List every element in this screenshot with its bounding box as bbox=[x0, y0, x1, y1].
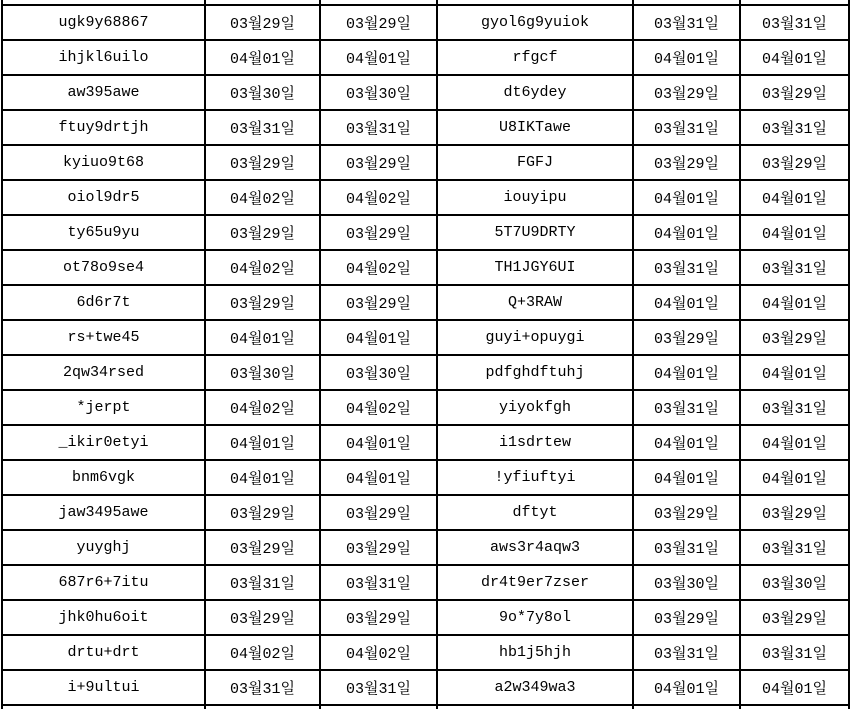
id-right-cell: a2w349wa3 bbox=[437, 670, 633, 705]
id-right-cell: Q+3RAW bbox=[437, 285, 633, 320]
id-left-cell: *jerpt bbox=[2, 390, 205, 425]
id-left-cell: _ikir0etyi bbox=[2, 425, 205, 460]
table-row bbox=[2, 320, 849, 355]
table-row bbox=[2, 355, 849, 390]
date-left-2-cell: 03월29일 bbox=[320, 285, 437, 320]
id-right-cell: hb1j5hjh bbox=[437, 635, 633, 670]
id-left-cell: ty65u9yu bbox=[2, 215, 205, 250]
table-row bbox=[2, 5, 849, 40]
table-row bbox=[2, 670, 849, 705]
date-right-1-cell: 03월29일 bbox=[633, 495, 740, 530]
id-right-cell: aws3r4aqw3 bbox=[437, 530, 633, 565]
date-right-1-cell: 03월31일 bbox=[633, 390, 740, 425]
date-left-2-cell: 04월02일 bbox=[320, 390, 437, 425]
date-left-1-cell: 04월02일 bbox=[205, 390, 320, 425]
date-left-2-cell: 03월29일 bbox=[320, 495, 437, 530]
date-left-1-cell: 03월29일 bbox=[205, 145, 320, 180]
id-left-cell: ihjkl6uilo bbox=[2, 40, 205, 75]
id-right-cell: 9o*7y8ol bbox=[437, 600, 633, 635]
table-row bbox=[2, 250, 849, 285]
id-left-cell: oiol9dr5 bbox=[2, 180, 205, 215]
table-row bbox=[2, 40, 849, 75]
date-left-2-cell: 04월01일 bbox=[320, 460, 437, 495]
date-left-2-cell: 03월29일 bbox=[320, 215, 437, 250]
id-right-cell: iouyipu bbox=[437, 180, 633, 215]
date-left-1-cell: 03월30일 bbox=[205, 355, 320, 390]
id-left-cell: aw395awe bbox=[2, 75, 205, 110]
id-left-cell: ftuy9drtjh bbox=[2, 110, 205, 145]
table-row bbox=[2, 425, 849, 460]
id-right-cell: !yfiuftyi bbox=[437, 460, 633, 495]
date-right-2-cell: 03월29일 bbox=[740, 600, 849, 635]
date-right-2-cell: 04월01일 bbox=[740, 460, 849, 495]
id-left-cell: 687r6+7itu bbox=[2, 565, 205, 600]
date-left-1-cell: 03월31일 bbox=[205, 670, 320, 705]
table-row bbox=[2, 110, 849, 145]
id-left-cell: bnm6vgk bbox=[2, 460, 205, 495]
id-left-cell: ot78o9se4 bbox=[2, 250, 205, 285]
date-left-1-cell: 03월29일 bbox=[205, 530, 320, 565]
date-right-1-cell: 03월31일 bbox=[633, 250, 740, 285]
date-left-2-cell: 03월31일 bbox=[320, 565, 437, 600]
date-right-1-cell: 04월01일 bbox=[633, 460, 740, 495]
date-left-2-cell: 04월02일 bbox=[320, 635, 437, 670]
table-row bbox=[2, 180, 849, 215]
date-right-2-cell: 03월29일 bbox=[740, 145, 849, 180]
id-left-cell: drtu+drt bbox=[2, 635, 205, 670]
date-left-1-cell: 03월31일 bbox=[205, 565, 320, 600]
date-left-2-cell: 03월30일 bbox=[320, 75, 437, 110]
date-right-1-cell: 03월31일 bbox=[633, 5, 740, 40]
date-right-1-cell: 03월29일 bbox=[633, 600, 740, 635]
id-left-cell: kyiuo9t68 bbox=[2, 145, 205, 180]
date-left-1-cell: 03월29일 bbox=[205, 215, 320, 250]
id-left-cell: jhk0hu6oit bbox=[2, 600, 205, 635]
date-left-1-cell: 03월31일 bbox=[205, 110, 320, 145]
date-right-2-cell: 03월30일 bbox=[740, 565, 849, 600]
date-right-1-cell: 04월01일 bbox=[633, 285, 740, 320]
table-row bbox=[2, 460, 849, 495]
date-right-1-cell: 03월30일 bbox=[633, 565, 740, 600]
date-right-2-cell bbox=[740, 705, 849, 709]
id-right-cell: TH1JGY6UI bbox=[437, 250, 633, 285]
date-right-2-cell: 04월01일 bbox=[740, 40, 849, 75]
id-right-cell: dt6ydey bbox=[437, 75, 633, 110]
table-row bbox=[2, 600, 849, 635]
date-left-2-cell: 03월30일 bbox=[320, 355, 437, 390]
id-right-cell: dr4t9er7zser bbox=[437, 565, 633, 600]
date-right-1-cell: 03월31일 bbox=[633, 110, 740, 145]
date-left-1-cell: 03월29일 bbox=[205, 495, 320, 530]
id-left-cell: yuyghj bbox=[2, 530, 205, 565]
id-right-cell: FGFJ bbox=[437, 145, 633, 180]
date-left-1-cell: 04월01일 bbox=[205, 460, 320, 495]
date-left-1-cell: 04월01일 bbox=[205, 40, 320, 75]
id-right-cell bbox=[437, 705, 633, 709]
date-right-2-cell: 03월31일 bbox=[740, 530, 849, 565]
id-right-cell: gyol6g9yuiok bbox=[437, 5, 633, 40]
date-left-1-cell: 03월29일 bbox=[205, 5, 320, 40]
id-left-cell: jaw3495awe bbox=[2, 495, 205, 530]
date-right-2-cell: 04월01일 bbox=[740, 180, 849, 215]
date-right-1-cell: 04월01일 bbox=[633, 670, 740, 705]
date-right-1-cell: 03월29일 bbox=[633, 320, 740, 355]
date-left-1-cell: 04월01일 bbox=[205, 425, 320, 460]
date-left-2-cell: 03월29일 bbox=[320, 530, 437, 565]
date-right-2-cell: 03월31일 bbox=[740, 250, 849, 285]
id-left-cell: 6d6r7t bbox=[2, 285, 205, 320]
date-right-2-cell: 03월31일 bbox=[740, 110, 849, 145]
date-right-2-cell: 04월01일 bbox=[740, 670, 849, 705]
date-right-1-cell bbox=[633, 705, 740, 709]
date-right-2-cell: 04월01일 bbox=[740, 355, 849, 390]
date-left-1-cell: 04월02일 bbox=[205, 635, 320, 670]
table-row bbox=[2, 75, 849, 110]
clipped-row-bottom bbox=[2, 705, 849, 709]
table-row bbox=[2, 565, 849, 600]
date-left-2-cell: 04월02일 bbox=[320, 180, 437, 215]
id-left-cell: ugk9y68867 bbox=[2, 5, 205, 40]
data-table bbox=[1, 0, 850, 709]
date-right-1-cell: 04월01일 bbox=[633, 180, 740, 215]
date-left-2-cell: 03월29일 bbox=[320, 600, 437, 635]
date-right-2-cell: 03월29일 bbox=[740, 495, 849, 530]
date-right-1-cell: 04월01일 bbox=[633, 215, 740, 250]
date-right-1-cell: 03월29일 bbox=[633, 145, 740, 180]
id-left-cell: 2qw34rsed bbox=[2, 355, 205, 390]
date-left-1-cell: 03월29일 bbox=[205, 285, 320, 320]
id-right-cell: i1sdrtew bbox=[437, 425, 633, 460]
table-row bbox=[2, 530, 849, 565]
table-row bbox=[2, 145, 849, 180]
id-right-cell: U8IKTawe bbox=[437, 110, 633, 145]
date-left-2-cell: 03월29일 bbox=[320, 145, 437, 180]
date-right-1-cell: 03월31일 bbox=[633, 635, 740, 670]
date-left-2-cell: 03월31일 bbox=[320, 670, 437, 705]
date-right-1-cell: 03월29일 bbox=[633, 75, 740, 110]
date-left-2-cell: 04월01일 bbox=[320, 320, 437, 355]
date-left-1-cell: 04월02일 bbox=[205, 180, 320, 215]
table-row bbox=[2, 635, 849, 670]
date-right-1-cell: 04월01일 bbox=[633, 425, 740, 460]
date-left-1-cell bbox=[205, 705, 320, 709]
date-right-1-cell: 03월31일 bbox=[633, 530, 740, 565]
id-right-cell: rfgcf bbox=[437, 40, 633, 75]
date-right-2-cell: 04월01일 bbox=[740, 425, 849, 460]
date-left-2-cell: 04월01일 bbox=[320, 40, 437, 75]
date-left-2-cell: 03월31일 bbox=[320, 110, 437, 145]
date-right-2-cell: 04월01일 bbox=[740, 215, 849, 250]
id-right-cell: guyi+opuygi bbox=[437, 320, 633, 355]
id-left-cell bbox=[2, 705, 205, 709]
date-left-2-cell: 04월01일 bbox=[320, 425, 437, 460]
table-row bbox=[2, 285, 849, 320]
date-right-2-cell: 03월29일 bbox=[740, 75, 849, 110]
date-right-2-cell: 03월31일 bbox=[740, 390, 849, 425]
date-left-1-cell: 03월29일 bbox=[205, 600, 320, 635]
table-row bbox=[2, 495, 849, 530]
table-row bbox=[2, 390, 849, 425]
id-right-cell: dftyt bbox=[437, 495, 633, 530]
id-right-cell: 5T7U9DRTY bbox=[437, 215, 633, 250]
date-left-2-cell: 03월29일 bbox=[320, 5, 437, 40]
date-right-2-cell: 03월31일 bbox=[740, 635, 849, 670]
date-left-1-cell: 03월30일 bbox=[205, 75, 320, 110]
date-right-2-cell: 04월01일 bbox=[740, 285, 849, 320]
date-right-2-cell: 03월31일 bbox=[740, 5, 849, 40]
table-row bbox=[2, 215, 849, 250]
date-right-1-cell: 04월01일 bbox=[633, 355, 740, 390]
id-left-cell: i+9ultui bbox=[2, 670, 205, 705]
date-right-2-cell: 03월29일 bbox=[740, 320, 849, 355]
date-left-1-cell: 04월01일 bbox=[205, 320, 320, 355]
date-left-1-cell: 04월02일 bbox=[205, 250, 320, 285]
table-body bbox=[2, 0, 849, 709]
id-right-cell: yiyokfgh bbox=[437, 390, 633, 425]
id-left-cell: rs+twe45 bbox=[2, 320, 205, 355]
id-right-cell: pdfghdftuhj bbox=[437, 355, 633, 390]
date-left-2-cell bbox=[320, 705, 437, 709]
date-right-1-cell: 04월01일 bbox=[633, 40, 740, 75]
date-left-2-cell: 04월02일 bbox=[320, 250, 437, 285]
